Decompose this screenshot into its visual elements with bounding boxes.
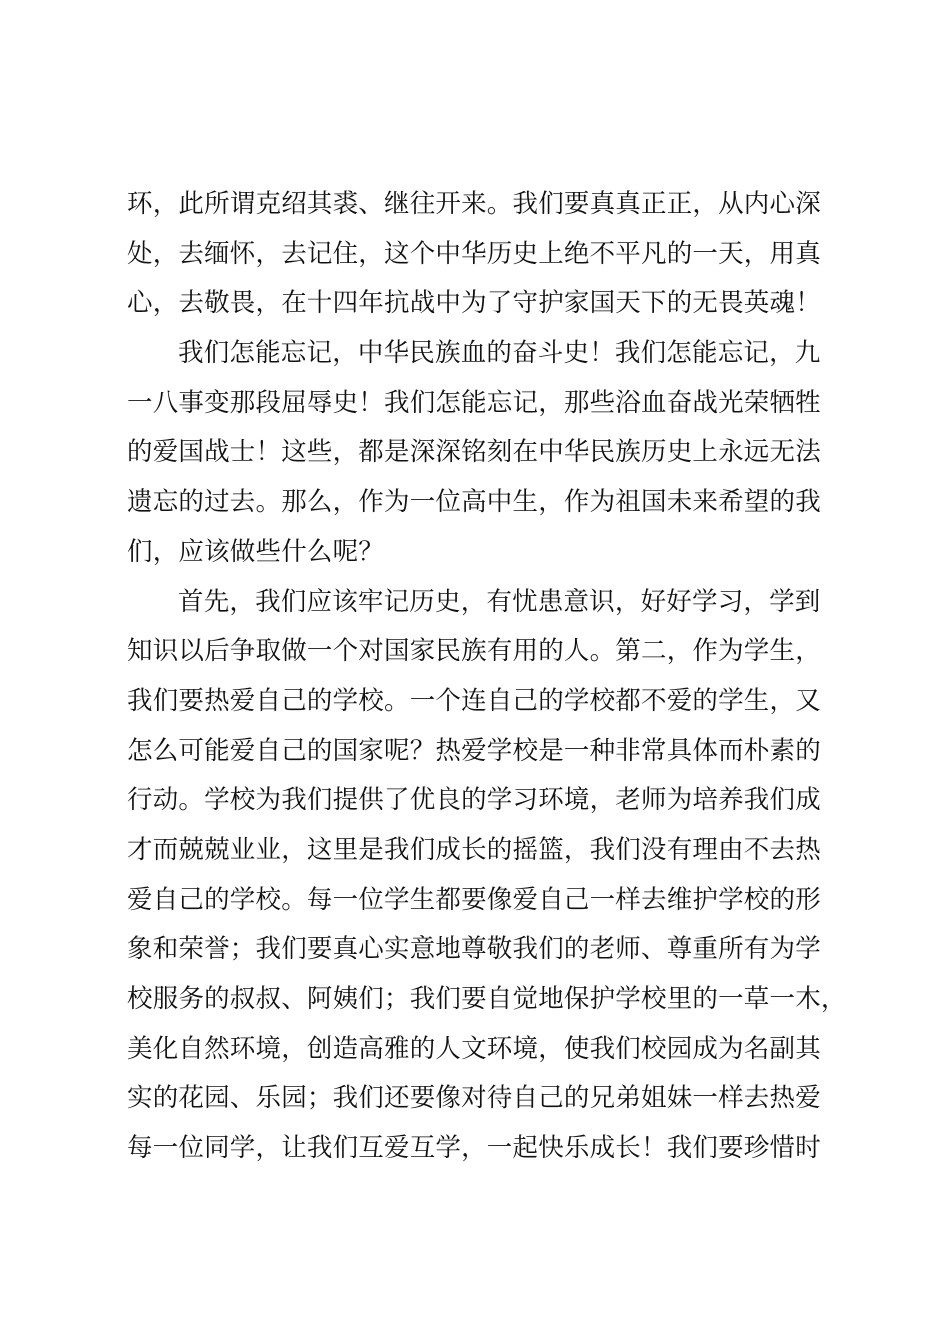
text-line: 校服务的叔叔、阿姨们；我们要自觉地保护学校里的一草一木， <box>127 984 847 1014</box>
text-line: 遗忘的过去。那么，作为一位高中生，作为祖国未来希望的我 <box>127 487 821 518</box>
document-body <box>127 180 847 1174</box>
text-line: 我们要热爱自己的学校。一个连自己的学校都不爱的学生，又 <box>127 685 821 716</box>
text-line: 处，去缅怀，去记住，这个中华历史上绝不平凡的一天，用真 <box>127 238 821 269</box>
paragraph <box>127 180 847 329</box>
text-line: 每一位同学，让我们互爱互学，一起快乐成长！我们要珍惜时 <box>127 1133 821 1164</box>
paragraph <box>127 329 847 577</box>
text-line: 象和荣誉；我们要真心实意地尊敬我们的老师、尊重所有为学 <box>127 934 821 965</box>
text-line: 心，去敬畏，在十四年抗战中为了守护家国天下的无畏英魂！ <box>127 288 821 319</box>
text-line: 美化自然环境，创造高雅的人文环境，使我们校园成为名副其 <box>127 1033 821 1064</box>
paragraph <box>127 578 847 1174</box>
text-line: 环，此所谓克绍其裘、继往开来。我们要真真正正，从内心深 <box>127 189 821 219</box>
text-line: 首先，我们应该牢记历史，有忧患意识，好好学习，学到 <box>178 586 821 617</box>
text-line: 怎么可能爱自己的国家呢？热爱学校是一种非常具体而朴素的 <box>127 735 821 766</box>
text-line: 才而兢兢业业，这里是我们成长的摇篮，我们没有理由不去热 <box>127 834 821 865</box>
text-line: 一八事变那段屈辱史！我们怎能忘记，那些浴血奋战光荣牺牲 <box>127 387 821 418</box>
text-line: 爱自己的学校。每一位学生都要像爱自己一样去维护学校的形 <box>127 884 821 915</box>
text-line: 知识以后争取做一个对国家民族有用的人。第二，作为学生， <box>127 636 821 667</box>
text-line: 行动。学校为我们提供了优良的学习环境，老师为培养我们成 <box>127 785 821 816</box>
text-line: 实的花园、乐园；我们还要像对待自己的兄弟姐妹一样去热爱 <box>127 1083 821 1114</box>
text-line: 们，应该做些什么呢？ <box>127 536 385 567</box>
text-line: 的爱国战士！这些，都是深深铭刻在中华民族历史上永远无法 <box>127 437 821 468</box>
text-line: 我们怎能忘记，中华民族血的奋斗史！我们怎能忘记，九 <box>178 338 821 369</box>
